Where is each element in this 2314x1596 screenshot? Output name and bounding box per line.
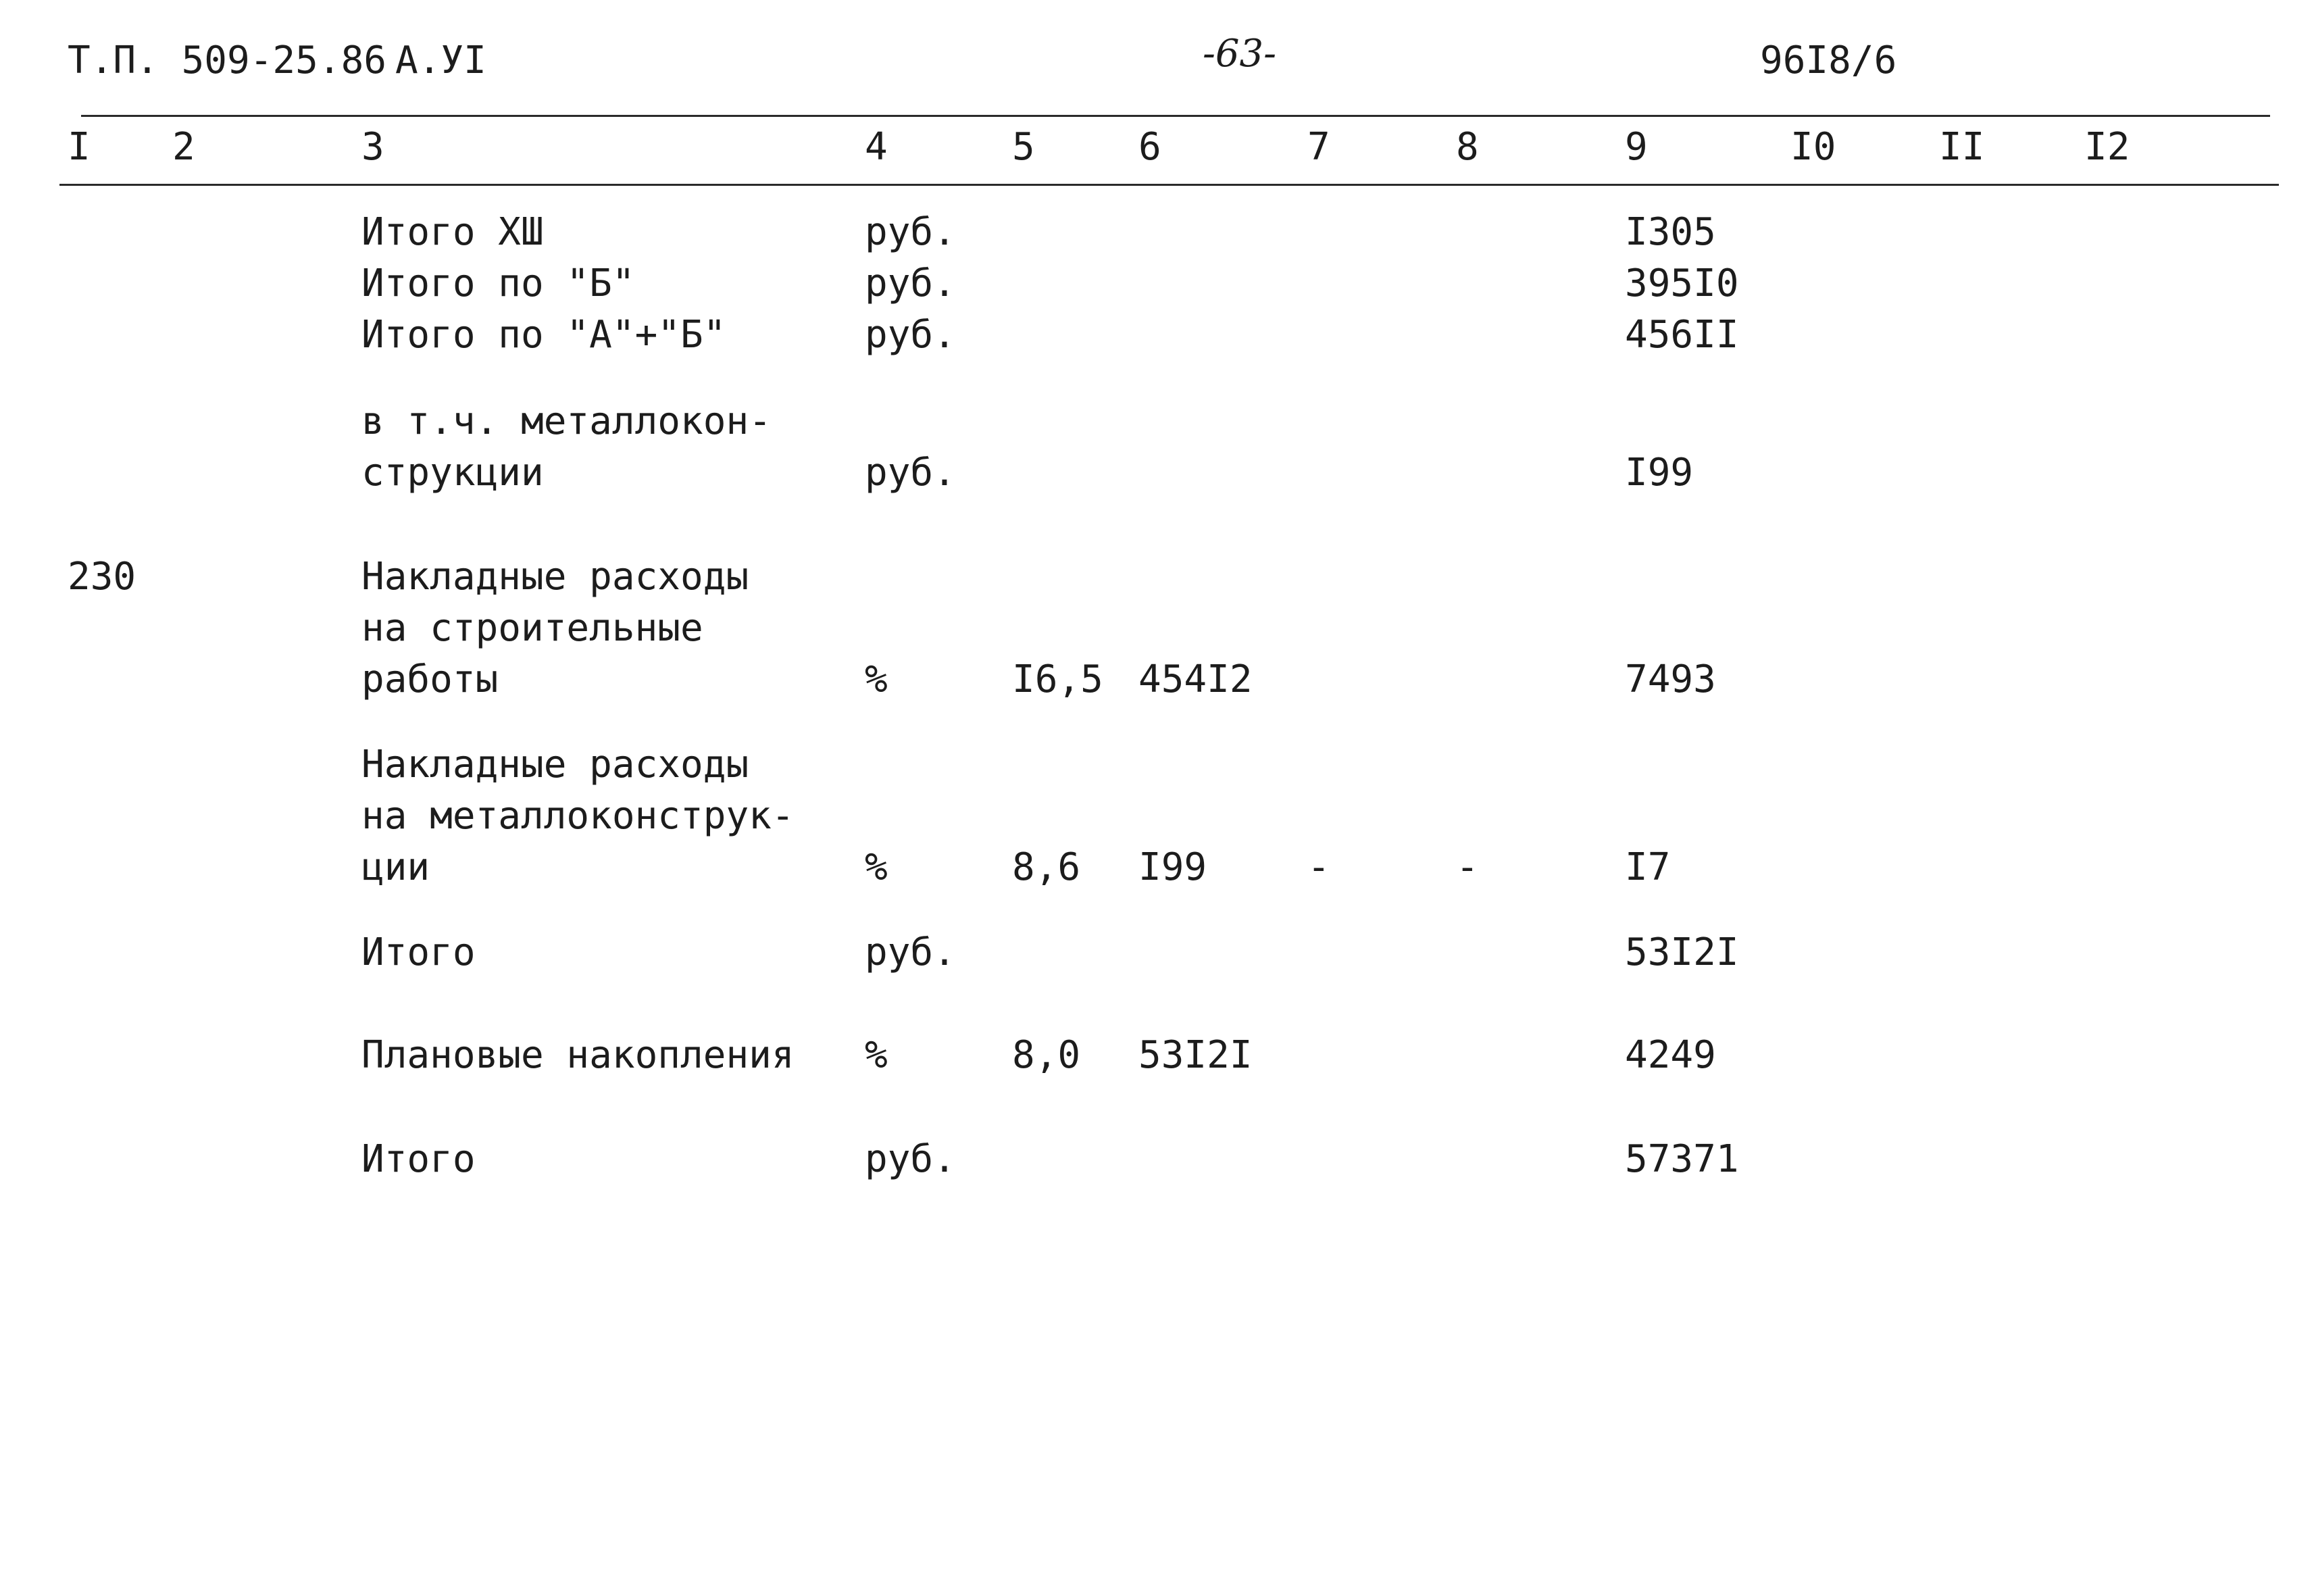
column-header-12: I2	[2084, 125, 2130, 169]
column-header-6: 6	[1138, 125, 1161, 169]
row-8-base: 53I2I	[1138, 1033, 1253, 1077]
column-header-4: 4	[865, 125, 888, 169]
row-5-total: 7493	[1625, 657, 1716, 701]
row-8-description: Плановые накопления	[361, 1033, 795, 1077]
row-1-description: Итого ХШ	[361, 210, 544, 254]
column-header-9: 9	[1625, 125, 1648, 169]
row-7-total: 53I2I	[1625, 930, 1739, 974]
row-6-base: I99	[1138, 845, 1207, 889]
row-9-total: 57371	[1625, 1137, 1739, 1181]
row-4-description-line-2: струкции	[361, 451, 544, 495]
row-9-unit: руб.	[865, 1137, 956, 1181]
row-2-unit: руб.	[865, 261, 956, 305]
page-number: -63-	[1203, 32, 1277, 76]
column-header-5: 5	[1012, 125, 1035, 169]
row-2-description: Итого по "Б"	[361, 261, 635, 305]
row-5-rate: I6,5	[1012, 657, 1103, 701]
doc-code: Т.П. 509-25.86	[68, 39, 387, 82]
column-header-11: II	[1939, 125, 1985, 169]
row-1-unit: руб.	[865, 210, 956, 254]
column-header-8: 8	[1456, 125, 1479, 169]
row-3-unit: руб.	[865, 313, 956, 357]
header-top-rule	[81, 115, 2270, 117]
row-6-description-line-1: Накладные расходы	[361, 743, 749, 787]
row-5-unit: %	[865, 657, 888, 701]
row-4-description-line-1: в т.ч. металлокон-	[361, 399, 772, 443]
row-2-total: 395I0	[1625, 261, 1739, 305]
column-header-3: 3	[361, 125, 384, 169]
row-5-description-line-2: на строительные	[361, 606, 703, 650]
row-5-position-number: 230	[68, 555, 136, 599]
row-8-unit: %	[865, 1033, 888, 1077]
column-header-10: I0	[1790, 125, 1836, 169]
row-7-unit: руб.	[865, 930, 956, 974]
row-6-description-line-3: ции	[361, 845, 430, 889]
row-4-unit: руб.	[865, 451, 956, 495]
row-6-description-line-2: на металлоконструк-	[361, 794, 795, 838]
doc-number: 96I8/6	[1760, 39, 1897, 82]
row-4-total: I99	[1625, 451, 1694, 495]
row-6-rate: 8,6	[1012, 845, 1081, 889]
column-header-7: 7	[1307, 125, 1330, 169]
row-3-total: 456II	[1625, 313, 1739, 357]
album-code: А.УI	[395, 39, 486, 82]
column-header-2: 2	[172, 125, 195, 169]
row-1-total: I305	[1625, 210, 1716, 254]
row-5-base: 454I2	[1138, 657, 1253, 701]
row-8-total: 4249	[1625, 1033, 1716, 1077]
row-5-description-line-3: работы	[361, 657, 499, 701]
header-bottom-rule	[59, 184, 2279, 186]
column-header-1: I	[68, 125, 91, 169]
row-6-col7-dash: -	[1307, 845, 1330, 889]
row-6-unit: %	[865, 845, 888, 889]
row-6-total: I7	[1625, 845, 1671, 889]
row-9-description: Итого	[361, 1137, 476, 1181]
row-6-col8-dash: -	[1456, 845, 1479, 889]
row-7-description: Итого	[361, 930, 476, 974]
row-5-description-line-1: Накладные расходы	[361, 555, 749, 599]
row-8-rate: 8,0	[1012, 1033, 1081, 1077]
row-3-description: Итого по "А"+"Б"	[361, 313, 726, 357]
